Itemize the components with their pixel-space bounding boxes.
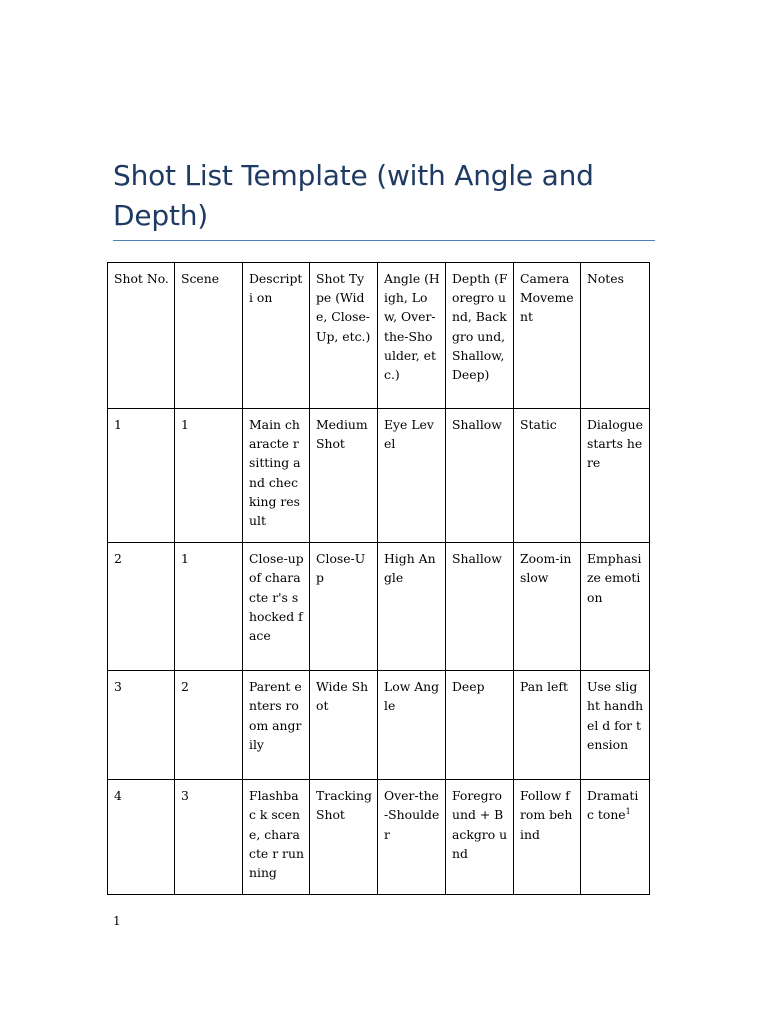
- cell-camera-movement: Follow from behind: [514, 780, 581, 895]
- cell-camera-movement: Static: [514, 409, 581, 543]
- cell-description: Parent enters room angrily: [243, 671, 310, 780]
- cell-shot-no: 3: [108, 671, 175, 780]
- header-shot-no: Shot No.: [108, 263, 175, 409]
- cell-angle: Low Angle: [378, 671, 446, 780]
- cell-notes: [581, 780, 650, 895]
- table-row: [108, 409, 650, 543]
- cell-shot-type: Tracking Shot: [310, 780, 378, 895]
- cell-depth: Foregro und + Backgro und: [446, 780, 514, 895]
- cell-notes: Dialogue starts here: [581, 409, 650, 543]
- cell-scene: 3: [175, 780, 243, 895]
- cell-depth: Deep: [446, 671, 514, 780]
- footnote-number: 1: [113, 914, 121, 928]
- header-notes: Notes: [581, 263, 650, 409]
- table-row: [108, 671, 650, 780]
- header-angle: Angle (High, Low, Over-the-Shoulder, etc.): [378, 263, 446, 409]
- header-camera-movement: Camera Moveme nt: [514, 263, 581, 409]
- header-depth: Depth (Foregro und, Backgro und, Shallow, Deep): [446, 263, 514, 409]
- cell-notes: Use slight handhel d for tension: [581, 671, 650, 780]
- cell-scene: 1: [175, 409, 243, 543]
- table-row: [108, 543, 650, 671]
- table-row: [108, 780, 650, 895]
- cell-depth: Shallow: [446, 543, 514, 671]
- header-shot-type: Shot Type (Wide, Close-Up, etc.): [310, 263, 378, 409]
- cell-notes: Emphasi ze emotion: [581, 543, 650, 671]
- document-title: Shot List Template (with Angle and Depth): [113, 159, 594, 232]
- header-scene: Scene: [175, 263, 243, 409]
- cell-description: Main characte r sitting and checking result: [243, 409, 310, 543]
- cell-angle: Eye Level: [378, 409, 446, 543]
- cell-camera-movement: Pan left: [514, 671, 581, 780]
- cell-angle: Over-the-Shoulder: [378, 780, 446, 895]
- cell-camera-movement: Zoom-in slow: [514, 543, 581, 671]
- cell-scene: 1: [175, 543, 243, 671]
- cell-description: Flashbac k scene, characte r running: [243, 780, 310, 895]
- cell-shot-no: 2: [108, 543, 175, 671]
- title-underline: [113, 240, 655, 241]
- cell-angle: High Angle: [378, 543, 446, 671]
- footnote-reference[interactable]: 1: [625, 807, 631, 817]
- cell-depth: Shallow: [446, 409, 514, 543]
- notes-text: Dramati c tone: [587, 788, 639, 823]
- cell-shot-type: Close-Up: [310, 543, 378, 671]
- shot-list-table: [107, 262, 650, 895]
- cell-shot-no: 1: [108, 409, 175, 543]
- header-description: Descripti on: [243, 263, 310, 409]
- cell-shot-type: Wide Shot: [310, 671, 378, 780]
- cell-shot-type: Medium Shot: [310, 409, 378, 543]
- cell-shot-no: 4: [108, 780, 175, 895]
- table-header-row: [108, 263, 650, 409]
- cell-description: Close-up of characte r's shocked face: [243, 543, 310, 671]
- cell-scene: 2: [175, 671, 243, 780]
